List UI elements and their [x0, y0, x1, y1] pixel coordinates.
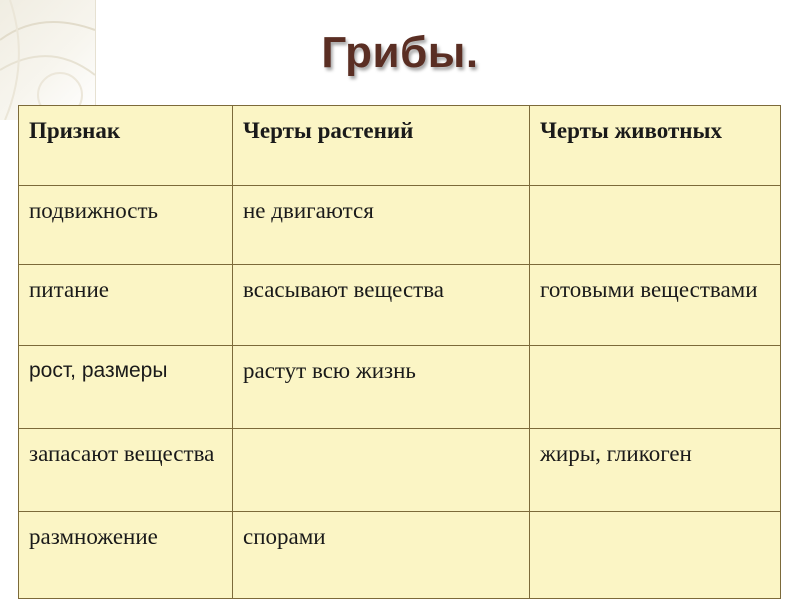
- table-row: [19, 429, 781, 512]
- table-cell: подвижность: [19, 186, 233, 265]
- table-row: [19, 346, 781, 429]
- table-cell: не двигаются: [233, 186, 530, 265]
- table-cell: готовыми веществами: [530, 265, 781, 346]
- table-cell: спорами: [233, 512, 530, 599]
- table-cell: запасают вещества: [19, 429, 233, 512]
- table-cell: размножение: [19, 512, 233, 599]
- table-cell: питание: [19, 265, 233, 346]
- table-container: [18, 105, 782, 600]
- table-cell: всасывают вещества: [233, 265, 530, 346]
- table-header-row: [19, 106, 781, 186]
- table-cell: [233, 429, 530, 512]
- table-row: [19, 265, 781, 346]
- table-cell: растут всю жизнь: [233, 346, 530, 429]
- table-cell: рост, размеры: [19, 346, 233, 429]
- header-cell-animal-traits: Черты животных: [530, 106, 781, 186]
- header-cell-plant-traits: Черты растений: [233, 106, 530, 186]
- table-cell: [530, 186, 781, 265]
- table-cell: жиры, гликоген: [530, 429, 781, 512]
- table-cell: [530, 512, 781, 599]
- header-cell-trait: Признак: [19, 106, 233, 186]
- traits-table: [18, 105, 781, 599]
- table-cell: [530, 346, 781, 429]
- table-row: [19, 186, 781, 265]
- table-row: [19, 512, 781, 599]
- page-title: Грибы.: [321, 28, 479, 77]
